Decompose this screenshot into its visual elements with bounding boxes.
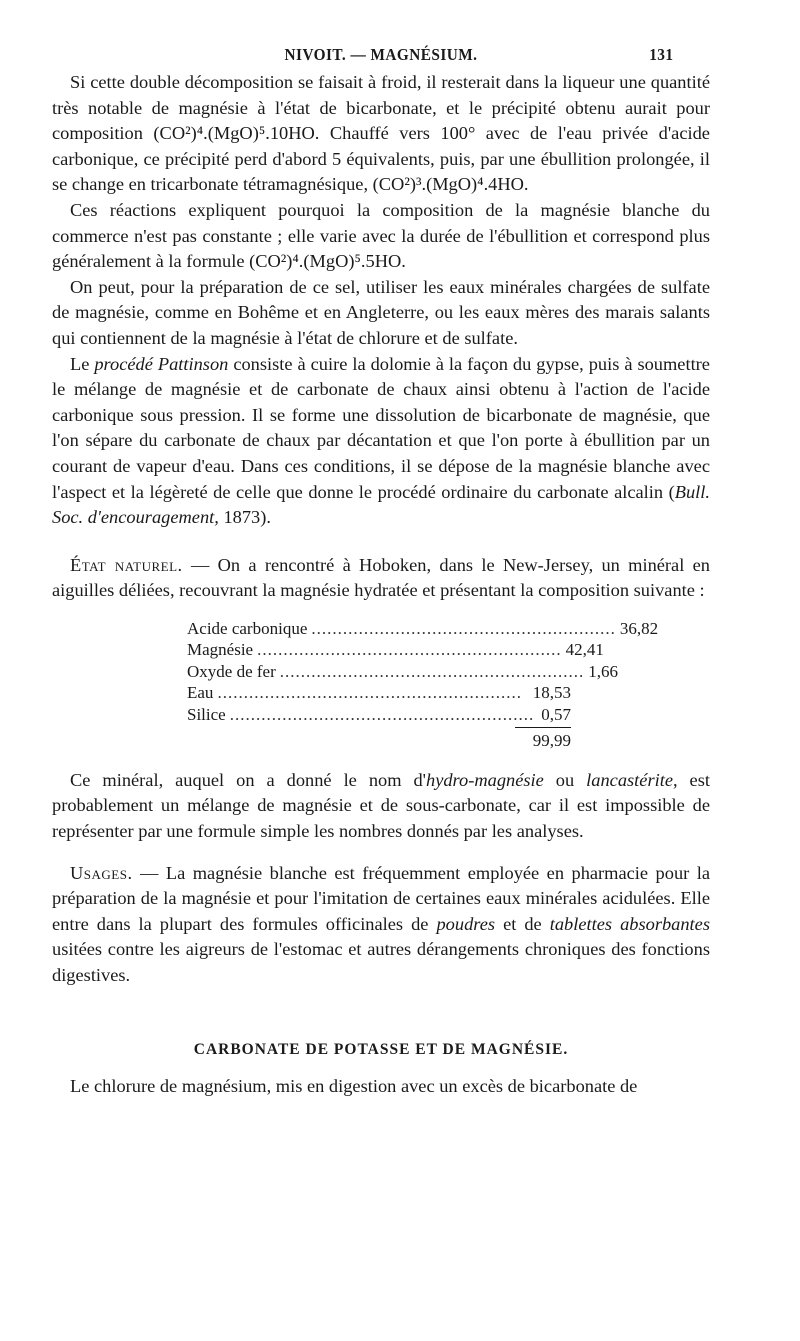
paragraph-1-continuation: Chauffé vers 100° avec de l'eau privée d'acide carbonique, ce précipité perd d'abord 5 équivalents, puis, par une ébullition prolongée, il se change en tricarbonate tétramagnésique, (CO²)³.(MgO)⁴.4HO. xyxy=(52,123,710,195)
table-row xyxy=(187,661,618,683)
composition-table xyxy=(187,618,659,752)
section-lead-etat-naturel: État naturel. xyxy=(70,554,183,575)
document-page xyxy=(52,40,710,1100)
page-number: 131 xyxy=(649,45,674,64)
composition-name: Magnésie xyxy=(187,640,254,660)
paragraph-7 xyxy=(52,861,710,989)
table-row xyxy=(187,704,571,726)
paragraph-7-italic-poudres: poudres xyxy=(436,913,496,934)
table-row xyxy=(187,639,604,661)
composition-name: Oxyde de fer xyxy=(187,661,276,681)
composition-name: Eau xyxy=(187,683,214,703)
paragraph-6 xyxy=(52,768,710,845)
composition-value: 18,53 xyxy=(532,683,571,703)
paragraph-4-lead: Le xyxy=(70,353,90,374)
paragraph-1-formula: (CO²)⁴.(MgO)⁵.10HO. xyxy=(153,123,320,144)
paragraph-4-reference: Bull. Soc. d'encouragement, xyxy=(52,481,710,528)
paragraph-2 xyxy=(52,198,710,275)
paragraph-4-text: consiste à cuire la dolomie à la façon du gypse, puis à soumettre le mélange de magnésie et de carbonate de chaux ainsi obtenu à l'action de l'acide carbonique sous pression. Il se forme une dissolution de bicarbonate de magnésie, que l'on sépare du carbonate de chaux par décantation et que l'on porte à ébullition par un courant de vapeur d'eau. Dans ces conditions, il se dépose de la magnésie blanche avec l'aspect et la légèreté de celle que donne le procédé ordinaire du carbonate alcalin ( xyxy=(52,353,710,502)
composition-value: 42,41 xyxy=(565,640,604,660)
leader-dots: .......................................................... xyxy=(311,618,616,638)
composition-name: Silice xyxy=(187,704,226,724)
section-heading: CARBONATE DE POTASSE ET DE MAGNÉSIE. xyxy=(193,1040,569,1058)
mineral-name-lancasterite: lancastérite xyxy=(586,769,673,790)
spacer xyxy=(52,531,710,553)
paragraph-3 xyxy=(52,275,710,352)
paragraph-3-text: On peut, pour la préparation de ce sel, utiliser les eaux minérales chargées de sulfate de magnésie, comme en Bohême et en Angleterre, ou les eaux mères des marais salants qui contiennent de la magnésie à l'état de chlorure et de sulfate. xyxy=(52,276,710,348)
paragraph-8 xyxy=(52,1074,710,1100)
paragraph-7-text-b: et de xyxy=(495,913,550,934)
paragraph-6-text-a: Ce minéral, auquel on a donné le nom d' xyxy=(70,769,426,790)
table-row xyxy=(187,682,571,704)
spacer xyxy=(52,845,710,861)
composition-total-row xyxy=(187,727,571,752)
composition-name: Acide carbonique xyxy=(187,618,308,638)
composition-value: 1,66 xyxy=(588,661,618,681)
paragraph-1-text: Si cette double décomposition se faisait à froid, il resterait dans la liqueur une quantité très notable de magnésie à l'état de bicarbonate, et le précipité obtenu aurait pour composition xyxy=(52,72,710,144)
paragraph-8-text: Le chlorure de magnésium, mis en digestion avec un excès de bicarbonate de xyxy=(70,1076,638,1097)
leader-dots: .......................................................... xyxy=(279,661,585,681)
paragraph-4-end: 1873). xyxy=(223,507,271,528)
paragraph-2-text: Ces réactions expliquent pourquoi la composition de la magnésie blanche du commerce n'est pas constante ; elle varie avec la durée de l'ébullition et correspond plus généralement à la formule (CO²)⁴.(MgO)⁵.5HO. xyxy=(52,199,710,272)
paragraph-7-text-c: usitées contre les aigreurs de l'estomac et autres dérangements chroniques des fonctions digestives. xyxy=(52,939,710,986)
paragraph-4 xyxy=(52,352,710,531)
mineral-name-hydro-magnesie: hydro-magnésie xyxy=(426,769,544,790)
paragraph-7-text-a: — La magnésie blanche est fréquemment employée en pharmacie pour la préparation de la magnésie et pour l'imitation de certaines eaux minérales acidulées. Elle entre dans la plupart des formules officinales de xyxy=(52,862,710,934)
composition-value: 36,82 xyxy=(619,618,659,638)
composition-value: 0,57 xyxy=(541,704,571,724)
paragraph-4-italic: procédé Pattinson xyxy=(94,353,229,374)
leader-dots: .......................................................... xyxy=(229,704,535,724)
leader-dots: .......................................................... xyxy=(217,683,522,703)
paragraph-7-italic-tablettes: tablettes absorbantes xyxy=(549,913,710,934)
body-text xyxy=(52,70,710,1100)
table-row xyxy=(187,618,659,640)
running-header xyxy=(85,40,677,70)
paragraph-1 xyxy=(52,70,710,198)
paragraph-6-text-c: , est probablement un mélange de magnésie et de sous-carbonate, car il est impossible de représenter par une formule simple les nombres donnés par les analyses. xyxy=(52,769,710,842)
section-lead-usages: Usages. xyxy=(70,862,133,883)
paragraph-5 xyxy=(52,553,710,604)
running-title: NIVOIT. — MAGNÉSIUM. xyxy=(284,45,478,64)
paragraph-5-text: — On a rencontré à Hoboken, dans le New-Jersey, un minéral en aiguilles déliées, recouvrant la magnésie hydratée et présentant la composition suivante : xyxy=(52,554,710,601)
paragraph-6-text-b: ou xyxy=(543,769,587,790)
composition-total: 99,99 xyxy=(515,727,571,752)
leader-dots: .......................................................... xyxy=(257,640,562,660)
